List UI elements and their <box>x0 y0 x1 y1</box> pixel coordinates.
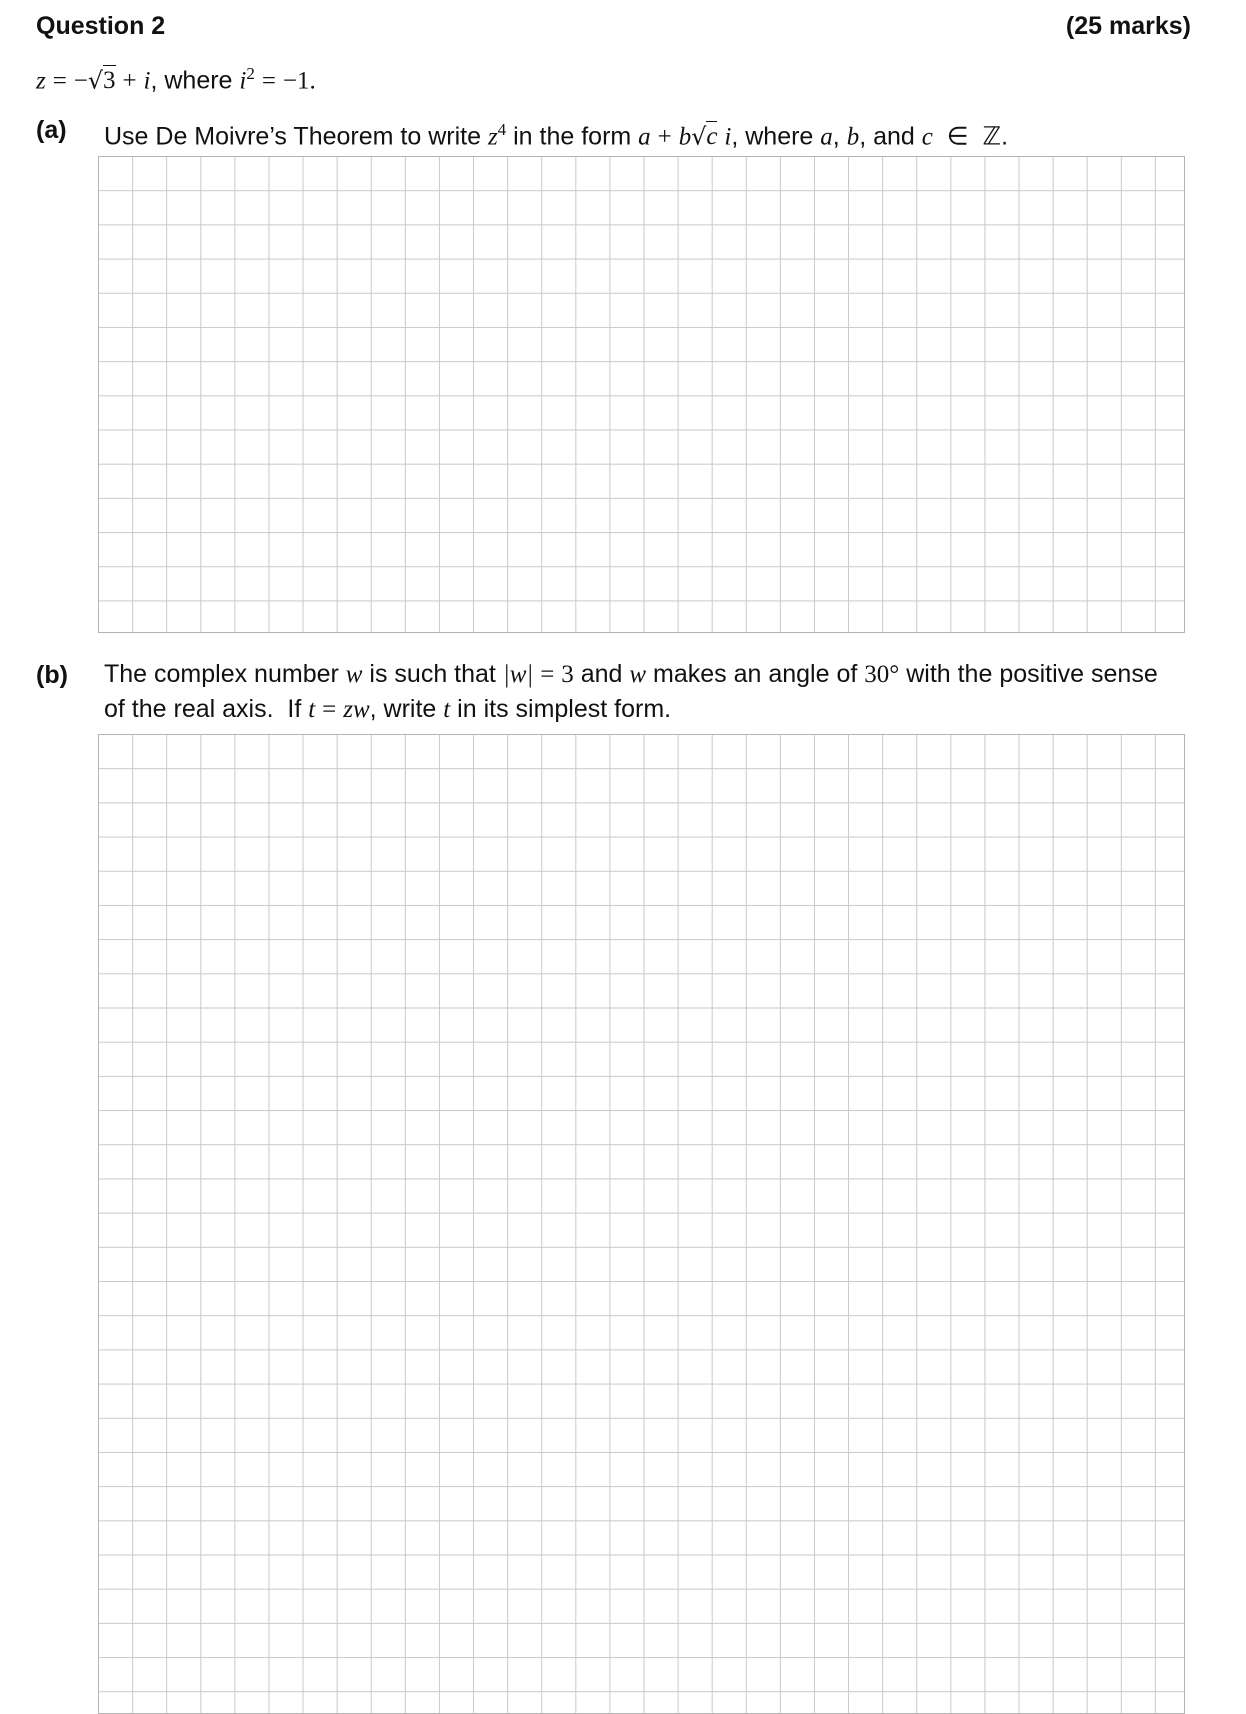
question-marks: (25 marks) <box>1065 12 1191 40</box>
z-var: z <box>487 123 498 151</box>
plus-sign: + <box>122 67 137 95</box>
equals-sign: = <box>52 67 67 95</box>
part-a-text-4: , and <box>859 122 922 151</box>
form-a: a <box>638 123 651 151</box>
list-separator: , <box>832 122 847 151</box>
integers-symbol: ℤ <box>982 123 1002 151</box>
answer-grid-a[interactable] <box>98 156 1185 633</box>
w-var: w <box>345 661 363 688</box>
list-c: c <box>921 123 933 151</box>
equals-sign-2: = <box>261 67 276 95</box>
minus-one: −1. <box>282 67 316 95</box>
where-text: , where <box>150 66 240 95</box>
part-b-text-6: , write <box>369 695 444 723</box>
part-b-text-1: The complex number <box>104 660 346 688</box>
part-b-text-3: and <box>573 660 630 688</box>
z-var: z <box>36 67 46 95</box>
part-a-prompt <box>104 112 1184 154</box>
part-b-label: (b) <box>36 661 68 689</box>
part-b-text-7: in its simplest form. <box>450 695 672 723</box>
i-squared-var: i <box>239 67 247 95</box>
angle-value: 30° <box>864 661 900 688</box>
answer-grid-b[interactable] <box>98 734 1185 1714</box>
w-var-2: w <box>629 661 647 688</box>
minus-sign: − <box>73 67 88 95</box>
part-a-text-3: , where <box>731 122 821 151</box>
given-expression <box>36 64 316 95</box>
element-of-symbol: ∈ <box>946 123 969 151</box>
question-title: Question 2 <box>36 12 166 40</box>
z-exponent: 4 <box>497 120 507 139</box>
list-b: b <box>846 123 860 151</box>
equals-sign-2: = <box>322 696 337 723</box>
t-var-2: t <box>443 696 451 723</box>
form-i: i <box>724 123 732 151</box>
zw-product: zw <box>343 696 370 723</box>
part-b-prompt <box>104 657 1184 727</box>
form-plus: + <box>657 123 672 151</box>
modulus-w: |w| <box>502 661 534 688</box>
part-a-text-5: . <box>1001 122 1009 151</box>
i-exponent: 2 <box>246 64 255 83</box>
sqrt-symbol: √ <box>87 66 103 95</box>
t-var: t <box>308 696 316 723</box>
sqrt-symbol: √ <box>691 122 707 151</box>
form-c: c <box>706 123 718 151</box>
part-a-label: (a) <box>36 116 67 144</box>
form-b: b <box>678 123 692 151</box>
part-b-text-4: makes an angle of <box>646 660 865 688</box>
part-a-text-2: in the form <box>506 122 639 151</box>
i-var: i <box>143 67 151 95</box>
part-b-text-5: with the positive sense of the real axis. If <box>104 660 1165 723</box>
part-b-text-2: is such that <box>362 660 503 688</box>
modulus-value: 3 <box>561 661 574 688</box>
list-a: a <box>820 123 833 151</box>
part-a-text-1: Use De Moivre’s Theorem to write <box>104 122 488 151</box>
equals-sign: = <box>540 661 555 688</box>
radicand: 3 <box>103 67 116 95</box>
